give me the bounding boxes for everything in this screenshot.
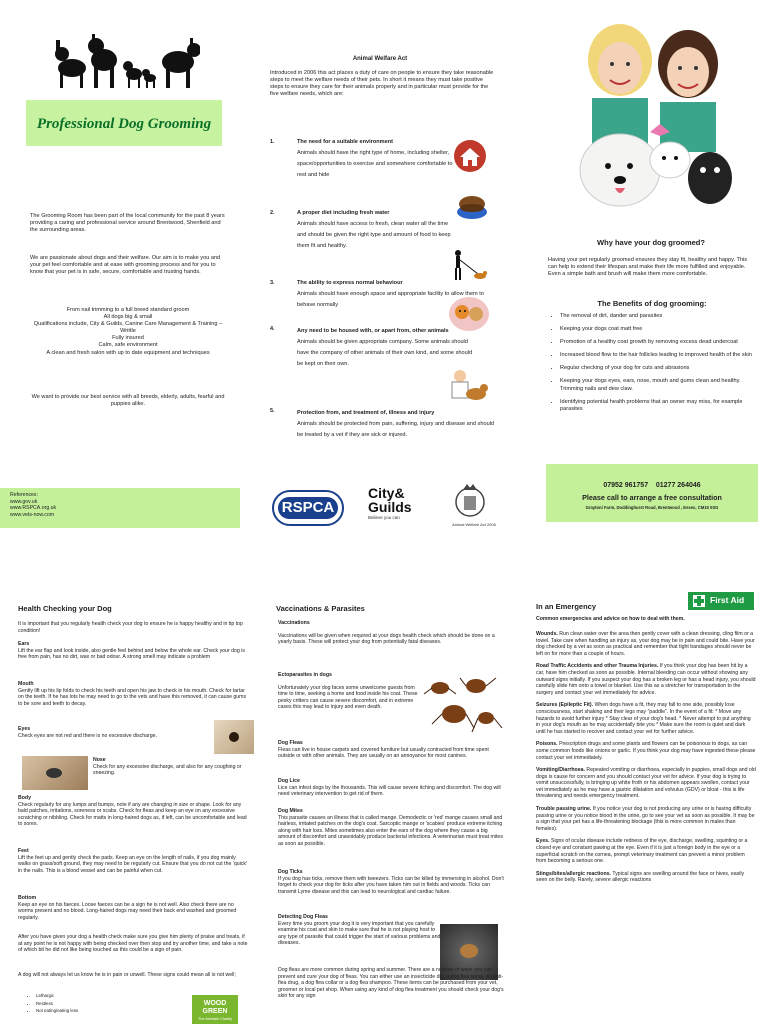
section-title: Nose [93,757,106,763]
vacc-heading: Vaccinations & Parasites [276,604,365,613]
emergency-item [536,631,756,657]
vet-icon [446,366,488,406]
item-text: Run clean water over the area then gently cover with a clean dressing, cling film or a towel. Take care when handling an injury as, your dog may be in pain and could bite. Have your dog checked by a vet as soon as practical and remember that tight bandages should never be left on for more than a couple of hours. [536,631,755,657]
first-aid-text: First Aid [710,595,745,605]
need-title: Any need to be housed with, or apart from, other animals [297,328,449,334]
item-title: Trouble passing urine. [536,806,592,813]
benefits-heading: The Benefits of dog grooming: [597,299,707,308]
item-text: Typical signs are swelling around the face or hives, easily seen on the belly. Rarely, severe allergic reactions [536,870,745,884]
section-text: Keep an eye on his faeces. Loose faeces can be a sign he is not well. Also check there are no worms present and no blood. Long-haired dogs may need their back end washed and groomed regularly. [18,901,237,921]
sign-item: • Not eating/eating less [36,1008,200,1015]
service-item: A clean and fresh salon with up to date equipment and techniques [46,349,210,356]
phone-numbers[interactable]: 07952 961757 01277 264046 [603,482,701,489]
food-bowl-icon [456,192,488,222]
section-text: Vaccinations will be given when required at your dogs health check which should be done on a yearly basis. These will protect your dog from potentially fatal diseases. [278,632,495,646]
welfare-heading: Animal Welfare Act [352,56,408,62]
section-text: Lift the ear flap and look inside, also gentle feel behind and below the whole ear. Check your dog is free from pain, has no dirt, wax or bad odour. A strong smell may indicate a problem [18,647,245,661]
item-title: Poisons. [536,741,558,748]
vacc-section [278,869,504,895]
section-title: Vaccinations [278,620,310,626]
section-title: Dog Mites [278,808,303,814]
emergency-item [536,663,756,696]
section-title: Mouth [18,681,34,687]
emergency-item [536,806,756,832]
health-section [18,848,250,874]
vacc-section [278,914,444,947]
guilds-text: Guilds [368,499,412,515]
welfare-intro: Introduced in 2006 this act places a duty of care on people to ensure they take reasonable steps to meet the welfare needs of their pets. In short it means they must take positive steps to ensure they care for their animals properly and in particular must provide for the five welfare needs, which are: [270,70,494,98]
section-text: This parasite causes an illness that is called mange. Demodectic or 'red' mange causes small and hairless, irritated patches on the dog's coat. Sarcoptic mange or 'scabies' produce extreme itching along with hair loss. Mites sometimes also enter the ears of the dog where they cause a big amount of discomfort and unavoidably produce bacterial infections. A veterinarian must treat mites as soon as possible. [278,814,503,847]
item-text: Repeated vomiting or diarrhoea, especially in puppies, small dogs and old dogs is cause for concern and you should contact your vet for advice. If your dog is trying to vomit unsuccessfully, is bringing up white froth or his abdomen appears swollen, contact your vet immediately as he may have a gastric dilatation and volvulus (GDV) or bloat - this is life threatening and needs emergency treatment. [536,767,756,800]
item-text: Prescription drugs and some plants and flowers can be poisonous to dogs, as can some common foods like onions or garlic. If you think your dog may have ingested these please contact your vet immediately. [536,741,756,761]
item-title: Stings/bites/allergic reactions. [536,870,611,877]
health-section [18,726,178,739]
emergency-item [536,871,756,884]
dog-walking-icon [450,248,488,284]
eye-photo [214,720,254,754]
act-caption: Animal Welfare Act 2006 [452,522,496,527]
service-item: Calm, safe environment [98,342,158,349]
benefit-item: • Promotion of a healthy coat growth by removing excess dead undercoat [560,339,754,346]
need-number: 4. [270,326,275,332]
emergency-heading: In an Emergency [536,602,597,611]
section-title: Feet [18,848,29,854]
need-item [297,210,457,252]
need-text: Animals should be given appropriate company. Some animals should have the company of other animals of their own kind, and some should be kept on their own. [297,339,473,367]
section-text: Gently lift up his lip folds to check his teeth and open his jaw to check in his mouth. Check for tartar on the teeth. If he has lots he may need to go to the vets and have this removed, it can cause gums to be sore and teeth to decay. [18,687,247,707]
section-text: Fleas can live in house carpets and covered furniture but usually contracted from time spent outside or with other animals. They are usually on an annoyance for most canines. [278,746,489,760]
service-item: Qualifications include, City & Guilds, Canine Care Management & Training – Writtle [33,321,223,335]
section-title: Body [18,795,31,801]
section-title: Dog Ticks [278,869,303,875]
item-text: Signs of ocular disease include redness of the eye, discharge, swelling, squinting or a closed eye and constant pawing at the eye. Even if it is just a foreign body in the eye or a superficial scratch on the cornea, prompt veterinary treatment can prevent a minor problem from becoming a serious one. [536,838,748,865]
rspca-logo [272,490,344,526]
need-title: The ability to express normal behaviour [297,280,403,286]
item-title: Wounds. [536,631,558,637]
vacc-section [278,620,504,646]
health-section [18,895,250,921]
vacc-section [278,740,504,760]
cat-dog-icon [448,296,490,332]
rspca-text: RSPCA [278,497,338,519]
why-groom-text: Having your pet regularly groomed ensures they stay fit, healthy and happy. This can help to extend their lifespan and make their life more fulfilled and enjoyable. Even a simple bath and brush will make them more comfortable. [548,257,748,278]
woodgreen-logo [192,995,238,1024]
passion-text: We are passionate about dogs and their welfare. Our aim is to make you and your pet feel comfortable and at ease with grooming process and for you to know that your pet is in safe, secure, comfortable and trusting hands. [30,255,221,276]
benefit-item: • Regular checking of your dog for cuts and abrasions [560,365,754,372]
dog-silhouettes [52,30,200,90]
flea-treatment-text: Dog fleas are more common during spring and summer. There are a number of ways you can prevent and cure your dog of fleas. You can either use an insecticide dip, a dog flea spray, an anti-flea drug, a dog flea collar or a dog flea shampoo. These items can be purchased from your vet, groomer or local pet shop. When using any kind of dog flea treatment you should check your dog's skin for any sign [278,967,504,1000]
references-label: References: [10,492,38,498]
groomers-illustration [560,20,740,220]
contact-box [546,464,758,522]
benefit-item: • The removal of dirt, dander and parasites [560,313,754,320]
section-title: Ectoparasites in dogs [278,672,332,678]
emergency-item [536,702,756,735]
woodgreen-text: WOOD GREEN [202,1000,228,1015]
section-text: Lice can infest dogs by the thousands. This will cause severe itching and discomfort. The dog will need veterinary intervention to get rid of them. [278,784,501,798]
emergency-item [536,838,756,864]
need-title: The need for a suitable environment [297,139,394,145]
section-text: Check eyes are not red and there is no excessive discharge. [18,732,157,739]
consultation-call: Please call to arrange a free consultation [582,493,722,502]
health-section [18,641,250,661]
benefit-item: • Increased blood flow to the hair follicles leading to improved health of the skin [560,352,754,359]
benefit-item: • Keeping your dogs coat matt free [560,326,754,333]
benefit-item: • Identifying potential health problems that an owner may miss, for example parasites [560,399,754,413]
services-list [30,307,226,357]
item-title: Vomiting/Diarrhoea. [536,767,585,774]
item-title: Seizures (Epileptic Fit). [536,702,594,709]
emergency-item [536,741,756,761]
city-text: City& [368,485,405,501]
guilds-tagline: Believe you can [368,515,400,520]
need-item [297,326,473,370]
vacc-section [278,808,504,848]
need-text: Animals should be protected from pain, suffering, injury and disease and should be treated by a vet if they are sick or injured. [297,421,495,438]
reference-link[interactable]: www.RSPCA.org.uk [10,505,57,512]
service-item: Fully insured [112,335,144,342]
address: Graytoni Farm, Doddinghurst Road, Brentwood , Essex, CM15 0SG [585,505,719,510]
woodgreen-sub: The Animals Charity [198,1017,232,1021]
need-text: Animals should have access to fresh, clean water all the time and should be given the right type and amount of food to keep them fit and healthy. [297,221,451,250]
health-intro: It is important that you regularly health check your dog to ensure he is happy healthy and in tip top condition! [18,621,243,634]
item-text: If you think your dog has been hit by a car, have him checked as soon as possible. Internal bleeding can occur without showing any outward signs initially. If you suspect your dog has a broken leg or has a head injury, you should carefully slide him onto a towel or blanket. Use this as a stretcher for transportation to the surgery and contact your vet immediately for advice. [536,663,756,696]
need-number: 5. [270,408,275,414]
dog-nose-photo [22,756,88,790]
parasites-illustration [420,672,504,738]
vacc-section [278,672,418,711]
emergency-item [536,767,756,800]
section-text: Every time you groom your dog it is very important that you carefully examine his coat and skin to make sure that he is not playing host to any type of parasite that could trigger the start of various problems and diseases. [278,920,441,947]
signs-list [20,993,200,1016]
closing-text: We want to provide our best service with all breeds, elderly, adults, fearful and puppies alike. [31,394,225,408]
section-text: Check for any excessive discharge, and also for any coughing or sneezing. [93,763,242,777]
benefits-list [542,313,754,417]
need-text: Animals should have enough space and appropriate facility to allow them to behave normally [297,291,484,309]
service-item: From nail trimming to a full breed standard groom [66,307,190,313]
reference-link[interactable]: www.gov.uk [10,498,38,505]
crown-crest-icon [450,480,490,520]
health-section [93,757,249,777]
after-check-text: After you have given your dog a health check make sure you give him plenty of praise and treats, if at any point he is not happy with being checked over then stop and try another time, and take a note of which bit he did not like being touched as this could be a sign of pain. [18,934,248,954]
need-text: Animals should have the right type of home, including shelter, space/opportunities to exercise and somewhere comfortable to rest and hide [297,150,453,179]
section-title: Dog Fleas [278,740,303,746]
why-groom-heading: Why have your dog groomed? [597,238,705,247]
emergency-items [536,631,756,884]
section-text: Lift the feet up and gently check the pads. Keep an eye on the length of nails, if you dog mainly walks on grass/soft ground, they may need to be regularly cut. Ensure that you do not cut the 'quick' in the nails. This is a blood vessel and can be painful when cut. [18,854,247,874]
section-title: Eyes [18,726,31,732]
section-title: Bottom [18,895,37,901]
emergency-intro: Common emergencies and advice on how to deal with them. [536,616,685,622]
house-icon [452,139,488,173]
references-box [0,488,240,528]
vacc-section [278,778,504,798]
need-title: A proper diet including fresh water [297,210,390,216]
page-title: Professional Dog Grooming [36,116,212,132]
item-title: Road Traffic Accidents and other Trauma Injuries. [536,663,659,670]
benefit-item: • Keeping your dogs eyes, ears, nose, mouth and gums clean and healthy. Trimming nails and dew claw. [560,378,754,392]
item-title: Eyes. [536,838,550,845]
item-text: If you notice your dog is not producing any urine or is having difficulty passing urine or you notice blood in the urine, go to see your vet as soon as possible. It may be a sign that your pet has a life-threatening blockage (this is more common in males than females). [536,806,755,832]
section-text: Check regularly for any lumps and bumps, note if any are changing in size or shape. Look for any bald patches, irritations, soreness or scabs. Check for fleas and keep an eye on any excessive scratching or nibbling. Check for matts in long-haired dogs as, if left, can be uncomfortable and lead to sores. [18,801,247,828]
sign-item: • Lethargic [36,993,200,1000]
section-text: If you dog has ticks, remove them with tweezers. Ticks can be killed by immersing in alcohol. Don't forget to check your dog for ticks after you have taken him out in fields and woods. Ticks can transmit Lyme disease and this can lead to neurological and cardiac failure. [278,875,504,895]
pain-text: A dog will not always let us know he is in pain or unwell. These signs could mean all is not well; [18,972,236,978]
section-title: Ears [18,641,30,647]
section-text: Unfortunately your dog faces some unwelcome guests from time to time, seeking a home and food inside his coat. These pesky critters can cause severe discomfort, and in extreme cases this may lead to injury and even death. [278,684,418,711]
city-guilds-logo [368,486,428,530]
item-text: When dogs have a fit, they may fall to one side, possibly lose consciousness, start shaking and their legs may "paddle". In the event of a fit: * Move any hazards to avoid further injury * Stay clear of your dog's head. * Never attempt to put anything in your dog's mouth as he may accidentally bite you * Make sure the room is quiet and dark until he has started to recover and contact your vet for further advice. [536,702,751,735]
health-section [18,681,250,707]
need-item [297,408,497,441]
section-title: Detecting Dog Fleas [278,914,328,920]
sign-item: • Restless [36,1001,200,1008]
service-item: All dogs big & small [103,314,153,321]
need-number: 2. [270,210,275,216]
section-title: Dog Lice [278,778,300,784]
need-number: 1. [270,139,275,145]
first-aid-badge [688,592,754,610]
need-title: Protection from, and treatment of, illness and injury [297,410,435,416]
title-banner [26,100,222,146]
need-item [297,139,457,181]
reference-link[interactable]: www.vets-now.com [10,511,55,518]
intro-text: The Grooming Room has been part of the local community for the past 8 years providing a caring and professional service around Brentwood, Shenfield and the surrounding areas. [30,213,225,234]
health-section [18,795,250,828]
need-number: 3. [270,280,275,286]
health-heading: Health Checking your Dog [18,604,112,613]
